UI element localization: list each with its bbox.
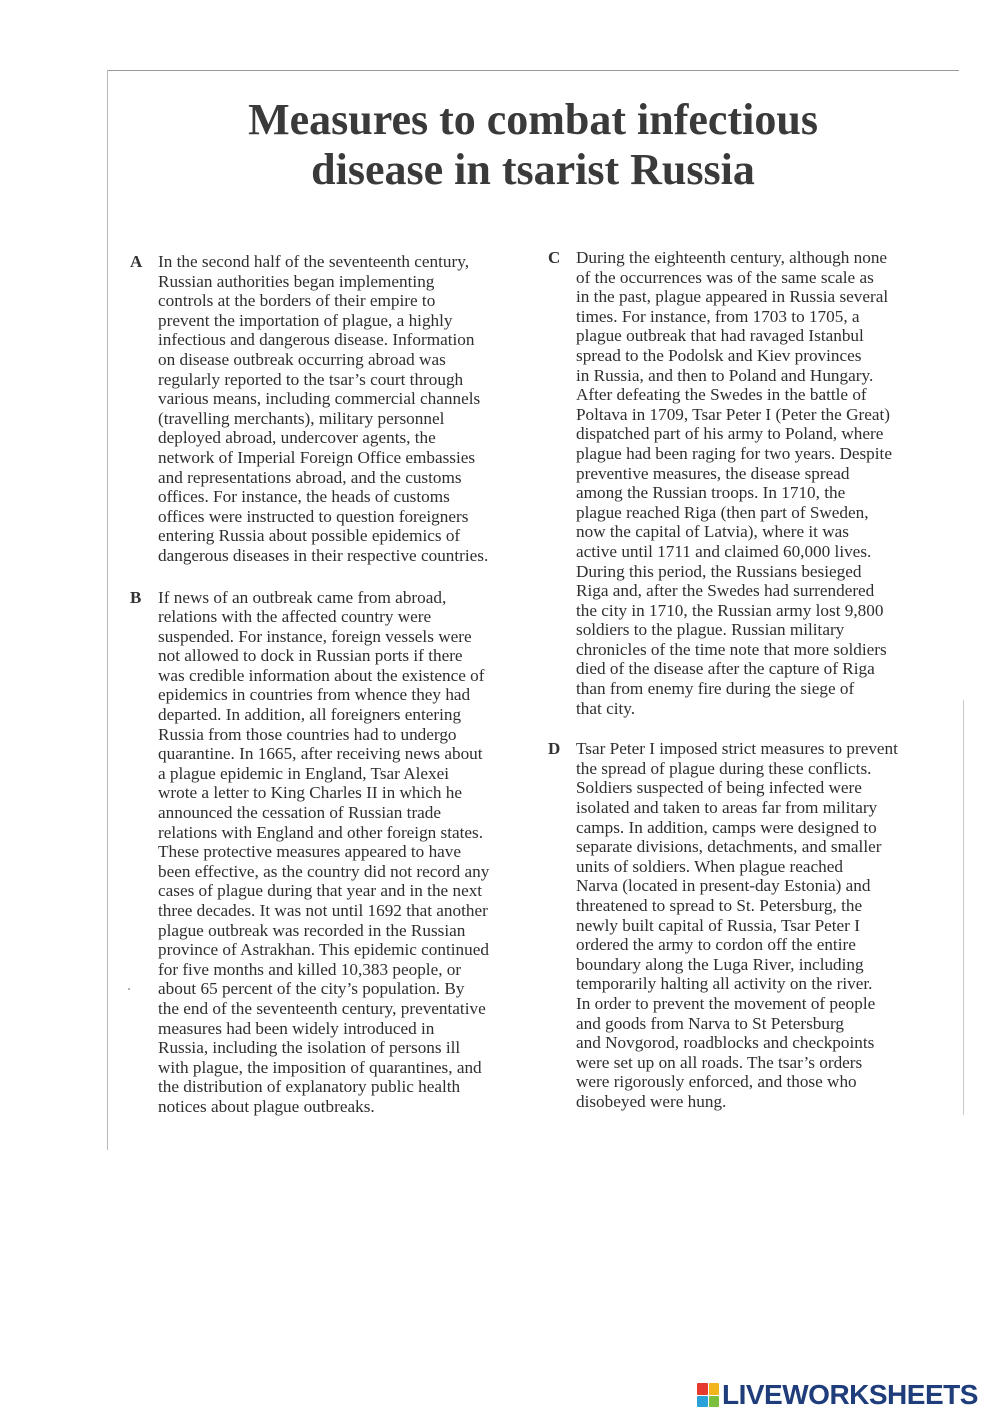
text-line: camps. In addition, camps were designed to: [576, 817, 877, 837]
frame-left-rule: [107, 70, 108, 1150]
logo-square-icon: [697, 1383, 708, 1395]
text-line: were rigorously enforced, and those who: [576, 1072, 857, 1092]
page-title: [150, 95, 916, 195]
text-line: Russian authorities began implementing: [158, 271, 435, 291]
text-line: epidemics in countries from whence they had: [158, 685, 471, 705]
text-line: and goods from Narva to St Petersburg: [576, 1013, 844, 1033]
text-line: a plague epidemic in England, Tsar Alexei: [158, 763, 450, 783]
text-line: ordered the army to cordon off the entire: [576, 935, 856, 955]
logo-square-icon: [697, 1396, 708, 1408]
text-line: offices. For instance, the heads of customs: [158, 487, 450, 507]
text-line: for five months and killed 10,383 people, or: [158, 959, 462, 979]
frame-right-rule: [963, 700, 964, 1115]
text-line: threatened to spread to St. Petersburg, the: [576, 896, 863, 915]
text-line: units of soldiers. When plague reached: [576, 856, 843, 876]
section-letter: A: [130, 252, 143, 271]
text-line: infectious and dangerous disease. Information: [158, 330, 475, 350]
text-line: the distribution of explanatory public health: [158, 1077, 461, 1097]
text-line: If news of an outbreak came from abroad,: [158, 587, 447, 607]
text-line: Narva (located in present-day Estonia) and: [576, 876, 871, 896]
section-a-text: [158, 252, 536, 566]
section-letter: B: [130, 587, 142, 607]
text-line: plague outbreak that had ravaged Istanbul: [576, 326, 864, 346]
text-line: of the occurrences was of the same scale as: [576, 267, 874, 287]
text-line: wrote a letter to King Charles II in which he: [158, 783, 463, 803]
section-d-text: [576, 739, 954, 1111]
text-line: isolated and taken to areas far from military: [576, 798, 878, 818]
logo-square-icon: [709, 1396, 720, 1408]
liveworksheets-watermark: [697, 1380, 978, 1410]
text-line: province of Astrakhan. This epidemic continued: [158, 940, 489, 960]
text-line: spread to the Podolsk and Kiev provinces: [576, 345, 862, 365]
text-line: After defeating the Swedes in the battle of: [576, 385, 867, 405]
text-line: and Novgorod, roadblocks and checkpoints: [576, 1033, 875, 1053]
frame-top-rule: [107, 70, 959, 71]
right-column: [544, 248, 954, 1112]
text-line: the end of the seventeenth century, preventative: [158, 998, 486, 1018]
text-line: temporarily halting all activity on the river.: [576, 974, 873, 994]
text-line: relations with the affected country were: [158, 607, 432, 627]
text-line: These protective measures appeared to have: [158, 842, 462, 862]
text-line: suspended. For instance, foreign vessels were: [158, 626, 472, 646]
section-d: [544, 739, 954, 1111]
section-letter: D: [548, 739, 561, 759]
section-b-text: [158, 588, 536, 1117]
text-line: now the capital of Latvia), where it was: [576, 522, 849, 542]
text-line: among the Russian troops. In 1710, the: [576, 483, 846, 503]
text-line: During the eighteenth century, although none: [576, 248, 888, 267]
text-line: Soldiers suspected of being infected were: [576, 778, 862, 798]
text-line: active until 1711 and claimed 60,000 lives.: [576, 541, 872, 561]
text-line: not allowed to dock in Russian ports if there: [158, 646, 463, 666]
text-line: soldiers to the plague. Russian military: [576, 620, 845, 640]
section-b: [126, 588, 536, 1117]
text-line: the spread of plague during these conflicts.: [576, 758, 872, 778]
text-line: Tsar Peter I imposed strict measures to prevent: [576, 739, 898, 759]
text-line: plague reached Riga (then part of Sweden,: [576, 502, 869, 522]
title-line: disease in tsarist Russia: [311, 145, 755, 194]
text-line: various means, including commercial channels: [158, 389, 481, 409]
text-line: chronicles of the time note that more soldiers: [576, 639, 887, 659]
text-line: plague had been raging for two years. Despite: [576, 443, 892, 463]
text-line: measures had been widely introduced in: [158, 1018, 435, 1038]
text-line: network of Imperial Foreign Office embassies: [158, 447, 476, 467]
watermark-brand-text: LIVEWORKSHEETS: [722, 1379, 978, 1410]
text-line: prevent the importation of plague, a highly: [158, 310, 453, 330]
text-line: about 65 percent of the city’s population. By: [158, 979, 465, 999]
section-letter: C: [548, 248, 561, 267]
text-line: three decades. It was not until 1692 that another: [158, 901, 488, 920]
text-line: on disease outbreak occurring abroad was: [158, 349, 446, 369]
text-line: newly built capital of Russia, Tsar Peter I: [576, 915, 860, 935]
text-line: that city.: [576, 698, 636, 718]
liveworksheets-logo-icon: [697, 1383, 719, 1407]
text-line: Poltava in 1709, Tsar Peter I (Peter the Great): [576, 404, 890, 424]
left-column: [126, 252, 536, 1117]
text-line: cases of plague during that year and in the next: [158, 881, 483, 901]
text-line: in Russia, and then to Poland and Hungary.: [576, 365, 874, 385]
text-line: During this period, the Russians besieged: [576, 561, 862, 581]
text-line: been effective, as the country did not record any: [158, 861, 490, 881]
text-line: preventive measures, the disease spread: [576, 463, 850, 483]
text-line: departed. In addition, all foreigners entering: [158, 705, 462, 725]
scan-speck: [128, 988, 130, 990]
section-c-text: [576, 248, 954, 718]
text-line: disobeyed were hung.: [576, 1091, 727, 1111]
text-line: Riga and, after the Swedes had surrendered: [576, 581, 875, 601]
text-line: in the past, plague appeared in Russia several: [576, 287, 889, 307]
text-line: In the second half of the seventeenth century,: [158, 252, 470, 271]
text-line: Russia from those countries had to undergo: [158, 724, 457, 744]
text-line: Russia, including the isolation of persons ill: [158, 1038, 461, 1058]
text-line: with plague, the imposition of quarantines, and: [158, 1057, 482, 1077]
text-line: (travelling merchants), military personnel: [158, 408, 445, 428]
text-line: separate divisions, detachments, and smaller: [576, 837, 882, 857]
text-line: died of the disease after the capture of Riga: [576, 659, 875, 679]
text-line: entering Russia about possible epidemics of: [158, 526, 461, 546]
text-line: regularly reported to the tsar’s court through: [158, 369, 464, 389]
text-line: notices about plague outbreaks.: [158, 1096, 375, 1116]
text-line: offices were instructed to question foreigners: [158, 506, 469, 526]
text-line: announced the cessation of Russian trade: [158, 803, 442, 823]
text-line: times. For instance, from 1703 to 1705, a: [576, 306, 860, 326]
text-line: boundary along the Luga River, including: [576, 954, 864, 974]
text-line: controls at the borders of their empire to: [158, 291, 436, 311]
text-line: dangerous diseases in their respective countries.: [158, 545, 489, 565]
text-line: dispatched part of his army to Poland, where: [576, 424, 884, 444]
text-line: and representations abroad, and the customs: [158, 467, 462, 487]
text-line: relations with England and other foreign states.: [158, 822, 484, 842]
text-line: were set up on all roads. The tsar’s orders: [576, 1052, 863, 1072]
title-line: Measures to combat infectious: [248, 95, 818, 144]
text-line: the city in 1710, the Russian army lost 9,800: [576, 600, 884, 620]
logo-square-icon: [709, 1383, 720, 1395]
text-line: was credible information about the existence of: [158, 665, 485, 685]
text-line: plague outbreak was recorded in the Russian: [158, 920, 466, 940]
text-line: deployed abroad, undercover agents, the: [158, 428, 436, 448]
text-line: than from enemy fire during the siege of: [576, 679, 855, 699]
section-c: [544, 248, 954, 718]
text-line: In order to prevent the movement of people: [576, 993, 876, 1013]
text-line: quarantine. In 1665, after receiving news about: [158, 744, 483, 764]
section-a: [126, 252, 536, 566]
